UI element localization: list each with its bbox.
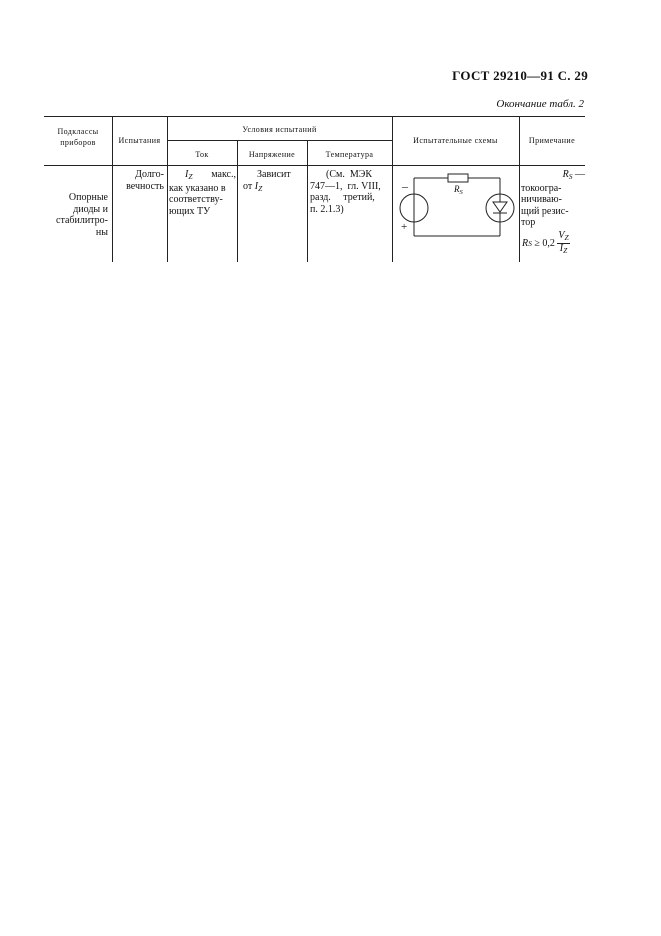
tests-line: Долго- [135, 169, 164, 180]
cell-note [521, 169, 585, 229]
conditions-subheader-divider [167, 140, 392, 141]
cell-current [169, 169, 236, 217]
note-dash: — [572, 169, 585, 180]
voltage-symbol: I [254, 180, 259, 192]
note-line: токоогра- [521, 182, 562, 194]
temperature-line: 747—1, гл. VIII, [310, 180, 381, 192]
current-symbol: I [185, 169, 189, 180]
formula-numerator: $V_Z$ [558, 229, 569, 242]
header-temperature: Температура [325, 150, 374, 159]
formula-denominator: $I_Z$ [559, 242, 568, 255]
voltage-prefix: от [243, 180, 255, 192]
formula-operator: ≥ 0,2 [531, 237, 558, 249]
formula-lhs-sub: S [528, 238, 532, 248]
header-subclass: Подклассы приборов [57, 127, 99, 147]
current-line: соответству- [169, 194, 223, 205]
cell-voltage [243, 169, 305, 194]
current-line [169, 169, 236, 183]
test-conditions-table [0, 0, 661, 300]
plus-label: + [401, 221, 408, 233]
header-note: Примечание [528, 136, 576, 145]
table-top-border [44, 116, 585, 117]
formula-lhs: R [522, 237, 529, 249]
test-circuit-diagram [394, 166, 518, 246]
current-line: как указано в [169, 182, 226, 194]
page-header: ГОСТ 29210—91 С. 29 [452, 68, 588, 83]
column-divider [167, 116, 168, 262]
cell-subclass [44, 192, 108, 238]
header-circuits: Испытательные схемы [413, 136, 498, 145]
resistor-symbol [448, 174, 468, 182]
subclass-line: стабилитро- [56, 215, 108, 226]
current-symbol-sub: Z [188, 172, 193, 181]
voltage-line: Зависит [257, 169, 291, 180]
current-line: ющих ТУ [169, 205, 211, 217]
subclass-line: Опорные [68, 192, 108, 203]
note-formula [522, 228, 588, 258]
formula-fraction [557, 231, 569, 256]
note-symbol: R [562, 169, 569, 180]
note-line: щий резис- [521, 205, 569, 217]
temperature-line: разд. третий, [310, 192, 375, 203]
cell-tests [112, 169, 164, 192]
cell-temperature [310, 169, 390, 215]
header-current: Ток [195, 150, 209, 159]
note-line: ничиваю- [521, 194, 562, 205]
zener-diode-triangle [493, 202, 507, 212]
tests-line: вечность [126, 180, 164, 192]
current-max-text: макс., [211, 169, 236, 180]
temperature-line: п. 2.1.3) [310, 203, 344, 215]
voltage-symbol-sub: Z [258, 183, 263, 193]
header-conditions: Условия испытаний [242, 125, 317, 134]
note-line [521, 169, 585, 183]
resistor-label: $R_S$ [454, 184, 463, 196]
table-caption: Окончание табл. 2 [496, 98, 584, 110]
voltage-line [243, 181, 305, 195]
note-line: тор [521, 217, 536, 228]
temperature-line: (См. МЭК [326, 169, 372, 180]
header-voltage: Напряжение [248, 150, 296, 159]
minus-label: – [402, 179, 408, 193]
subclass-line: ны [95, 226, 108, 238]
header-tests: Испытания [118, 136, 161, 145]
subclass-line: диоды и [73, 203, 108, 215]
note-symbol-sub: S [568, 172, 573, 181]
